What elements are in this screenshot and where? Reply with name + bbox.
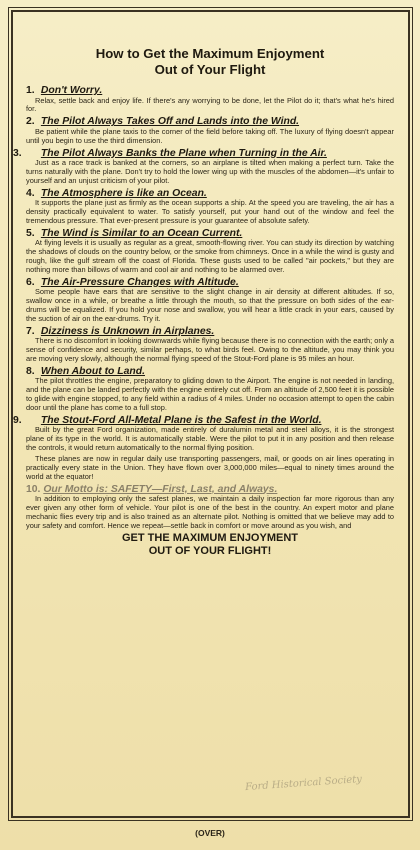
title-line-1: How to Get the Maximum Enjoyment [95, 46, 325, 61]
section-title: Our Motto is: SAFETY—First, Last, and Always. [43, 483, 278, 495]
closing-line-2: OUT OF YOUR FLIGHT! [148, 544, 272, 557]
section-body: In addition to employing only the safest planes, we maintain a daily inspection far more rigorous than any ever given any other form of vehicle. Your pilot is one of the best in the country. An expert motor and plane mechanic flies every trip and is also trained as an alternate pilot. Nothing is omitted that we believe may add to your safety and comfort. Hence we repeat—settle back in comfort or move around as you wish, and [26, 494, 394, 530]
section-body: Built by the great Ford organization, made entirely of duralumin metal and steel alloys, it is the strongest plane of its type in the world. It is automatically stable. Were the pilot to put it in any position and then release the controls, it would return automatically to the normal flying position. [26, 425, 394, 453]
section-5 [26, 228, 394, 275]
section-heading [26, 85, 394, 97]
section-2 [26, 116, 394, 145]
title-line-2: Out of Your Flight [154, 62, 266, 77]
section-9 [13, 414, 394, 482]
section-body: Just as a race track is banked at the corners, so an airplane is tilted when making a perfect turn. Take the turns naturally with the plane. Don't try to hold the lower wing up with the muscles of the abdomen—it's unfair to yourself and an unjust criticism of your pilot. [26, 158, 394, 185]
section-1 [26, 85, 394, 114]
section-10 [26, 484, 394, 531]
closing-line-1: GET THE MAXIMUM ENJOYMENT [121, 532, 298, 545]
section-body: Relax, settle back and enjoy life. If there's any worrying to be done, let the Pilot do it; that's what he's hired for. [26, 95, 394, 114]
closing-slogan [26, 532, 394, 557]
section-number: 9. [13, 414, 22, 426]
section-number: 7. [26, 325, 35, 337]
section-title: Don't Worry. [40, 85, 103, 96]
section-number: 4. [26, 187, 35, 199]
section-title: When About to Land. [40, 365, 145, 377]
section-7 [26, 326, 394, 364]
section-3 [13, 147, 394, 186]
brochure-content [13, 46, 394, 557]
watermark: Ford Historical Society [244, 773, 363, 794]
section-body: There is no discomfort in looking downwards while flying because there is no connection with the earth; only a sense of confidence and security, similar perhaps, to what birds feel. Owing to the altitude, you may think you are moving very slowly, although the normal flying speed of the Stout-Ford plane is 95 miles an hour. [26, 336, 394, 364]
section-number: 3. [13, 147, 22, 159]
section-6 [26, 277, 394, 324]
section-body: Some people have ears that are sensitive to the slight change in air density at different altitudes. If so, swallow once in a while, or breathe a little through the mouth, so that the pressure on both sides of the ear-drums will be equalized. If you hold your nose and swallow, you will hear a little crack in your ears, caused by the suction of air on the ear-drums. Try it. [26, 287, 394, 323]
section-body: Be patient while the plane taxis to the corner of the field before taking off. The luxury of flying doesn't appear until you begin to use the third dimension. [26, 126, 394, 145]
section-title: The Wind is Similar to an Ocean Current. [40, 227, 243, 239]
section-number: 6. [26, 276, 35, 288]
section-8 [26, 366, 394, 413]
section-title: Dizziness is Unknown in Airplanes. [40, 325, 215, 337]
section-number: 10. [26, 483, 41, 495]
page-title [26, 46, 394, 78]
section-number: 8. [26, 365, 35, 377]
section-title: The Air-Pressure Changes with Altitude. [40, 276, 239, 288]
section-title: The Atmosphere is like an Ocean. [40, 187, 207, 199]
section-4 [26, 188, 394, 226]
over-footer: (OVER) [195, 828, 225, 838]
section-number: 2. [26, 116, 35, 128]
section-title: The Pilot Always Banks the Plane when Turning in the Air. [40, 147, 327, 159]
section-title: The Stout-Ford All-Metal Plane is the Safest in the World. [40, 414, 322, 426]
section-title: The Pilot Always Takes Off and Lands into the Wind. [40, 116, 300, 128]
section-body: The pilot throttles the engine, preparatory to gliding down to the Airport. The engine is not needed in landing, and the plane can be landed perfectly with the engine entirely cut off. From an altitude of 2,500 feet it is possible to glide with engine stopped, to any field within a radius of 4 miles. Under no occasion attempt to open the cabin door until the plane has come to a full stop. [26, 376, 394, 412]
section-number: 1. [26, 85, 35, 96]
section-body: At flying levels it is usually as regular as a great, smooth-flowing river. You can study its direction by watching the shadows of clouds on the country below, or the smoke from chimneys. Once in a while the wind is gusty and rough, like the gulf stream off the coast of Florida. These gusts used to be called "air pockets," but they are nothing more than billows of warm and cool air and nothing to be alarmed over. [26, 238, 394, 274]
section-body-continued: These planes are now in regular daily use transporting passengers, mail, or goods on air lines operating in practically every state in the Union. They have flown over 3,000,000 miles—equal to ninety times around the world at the equator! [26, 453, 394, 481]
section-number: 5. [26, 227, 35, 239]
section-body: It supports the plane just as firmly as the ocean supports a ship. At the speed you are traveling, the air has a density practically equivalent to water. To satisfy yourself, put your hand out of the window and feel the tremendous pressure. That ever-present pressure is your guarantee of absolute safety. [26, 198, 394, 225]
